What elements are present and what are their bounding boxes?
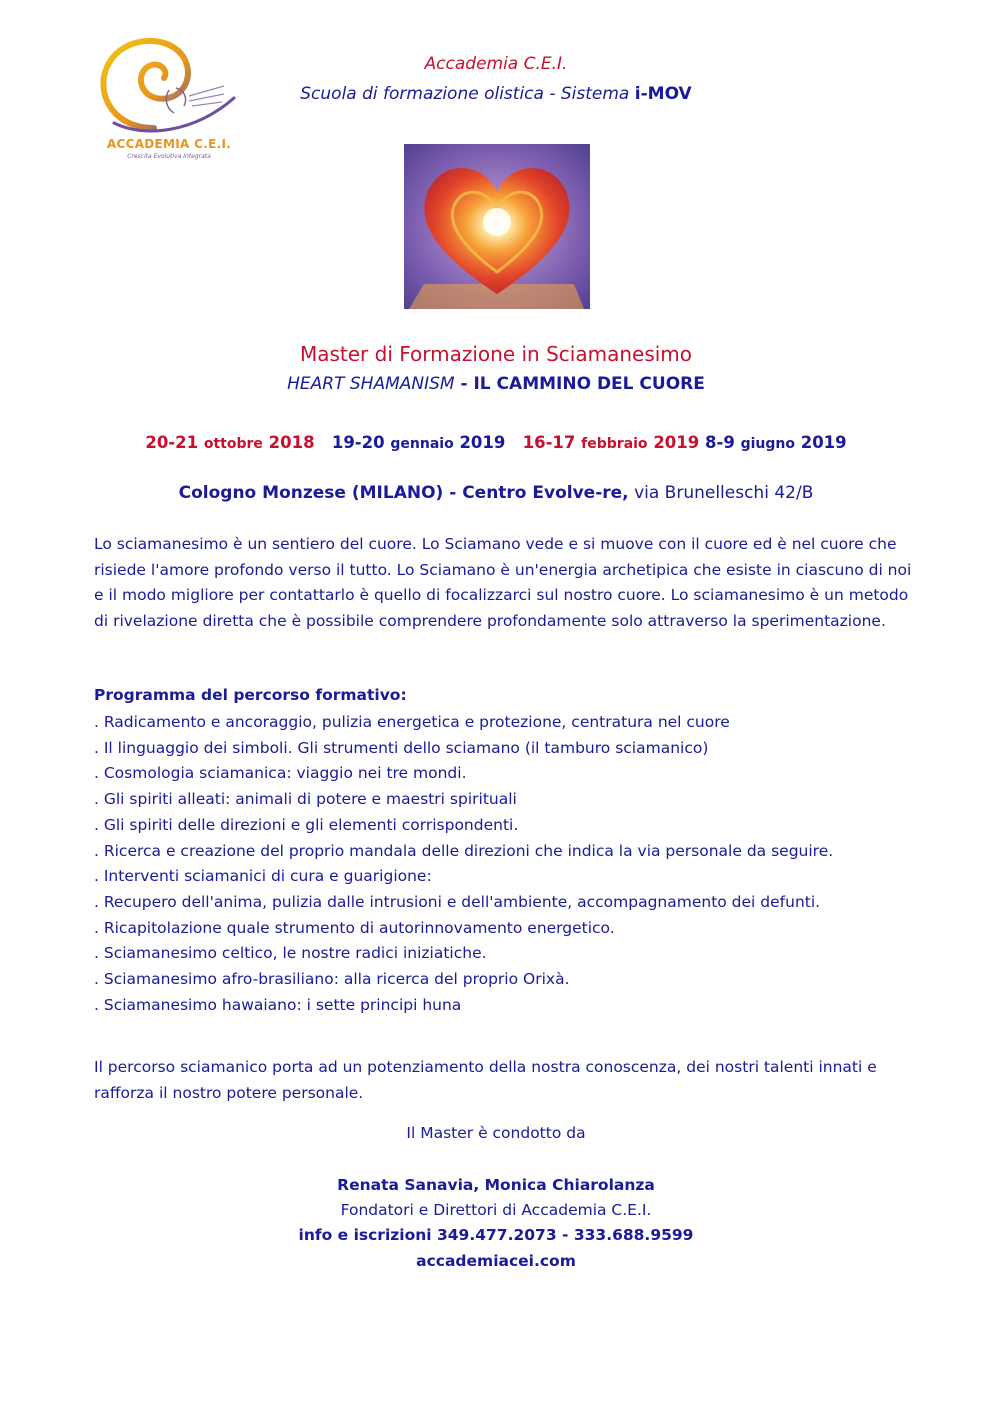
list-item: . Sciamanesimo celtico, le nostre radici iniziatiche. [94,944,487,963]
program-list [94,710,954,1018]
conducted-by: Il Master è condotto da [406,1124,586,1142]
list-item: . Radicamento e ancoraggio, pulizia energetica e protezione, centratura nel cuore [94,713,730,731]
header-subtitle-brand: i-MOV [634,84,692,104]
dates-row [0,433,992,452]
master-subtitle [0,374,992,394]
list-item: . Gli spiriti alleati: animali di potere e maestri spirituali [94,790,517,809]
location-venue: Cologno Monzese (MILANO) - Centro Evolve-re, [178,483,629,503]
header-subtitle-prefix: Scuola di formazione olistica - Sistema [300,84,630,104]
intro-paragraph: Lo sciamanesimo è un sentiero del cuore. Lo Sciamano vede e si muove con il cuore ed è nel cuore che risiede l'amore profondo verso il tutto. Lo Sciamano è un'energia archetipica che esiste in ciascuno di noi e il modo migliore per contattarlo è quello di focalizzarci sul nostro cuore. Lo sciamanesimo è un metodo di rivelazione diretta che è possibile comprendere profondamente solo attraverso la sperimentazione. [94,535,912,630]
list-item: . Ricapitolazione quale strumento di autorinnovamento energetico. [94,918,615,937]
list-item: . Sciamanesimo hawaiano: i sette principi huna [94,995,462,1014]
master-title: Master di Formazione in Sciamanesimo [299,342,693,366]
program-heading: Programma del percorso formativo: [94,686,407,704]
founder-roles: Fondatori e Direttori di Accademia C.E.I. [340,1201,652,1219]
list-item: . Il linguaggio dei simboli. Gli strumenti dello sciamano (il tamburo sciamanico) [94,738,709,757]
location [0,483,992,503]
date-1: 20-21 ottobre 2018 [145,433,315,452]
list-item: . Recupero dell'anima, pulizia dalle intrusioni e dell'ambiente, accompagnamento dei defunti. [94,892,821,911]
list-item: . Ricerca e creazione del proprio mandala delle direzioni che indica la via personale da seguire. [94,841,834,860]
master-subtitle-italic: HEART SHAMANISM [287,374,455,394]
founder-names: Renata Sanavia, Monica Chiarolanza [337,1176,655,1194]
heart-painting-icon [404,144,590,309]
location-address: via Brunelleschi 42/B [634,483,814,503]
website-link[interactable]: accademiacei.com [416,1252,576,1270]
list-item: . Interventi sciamanici di cura e guarigione: [94,867,432,886]
logo-text: ACCADEMIA C.E.I. [106,137,232,151]
outro-paragraph: Il percorso sciamanico porta ad un potenziamento della nostra conoscenza, dei nostri talenti innati e rafforza il nostro potere personale. [94,1058,877,1102]
list-item: . Gli spiriti delle direzioni e gli elementi corrispondenti. [94,815,519,834]
master-subtitle-bold: IL CAMMINO DEL CUORE [473,374,705,394]
logo-tagline: Crescita Evolutiva Integrata [127,153,211,160]
header-subtitle [0,84,992,104]
list-item: . Cosmologia sciamanica: viaggio nei tre mondi. [94,764,467,783]
header-title: Accademia C.E.I. [424,54,568,74]
contact-info: info e iscrizioni 349.477.2073 - 333.688.9599 [298,1226,694,1244]
list-item: . Sciamanesimo afro-brasiliano: alla ricerca del proprio Orixà. [94,970,570,989]
date-4: 8-9 giugno 2019 [705,433,847,452]
date-3: 16-17 febbraio 2019 [522,433,700,452]
master-subtitle-separator: - [454,374,474,394]
date-2: 19-20 gennaio 2019 [331,433,506,452]
